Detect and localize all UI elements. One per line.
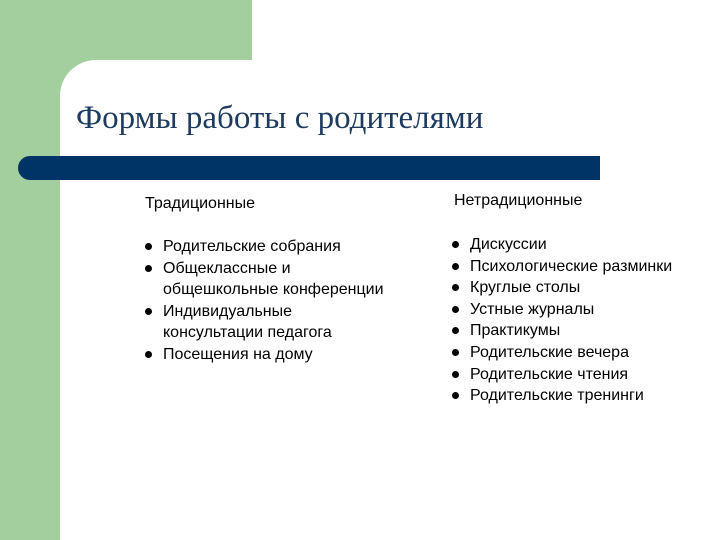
list-item: [145, 301, 385, 344]
bullet-icon: [145, 308, 152, 315]
list-item-text: Посещения на дому: [163, 345, 313, 363]
list-item-text: Практикумы: [470, 322, 561, 340]
bullet-icon: [452, 284, 459, 291]
list-item: [145, 344, 385, 366]
slide-title: Формы работы с родителями: [76, 100, 484, 136]
green-left-strip: [0, 0, 60, 540]
list-item-text: Родительские чтения: [470, 365, 629, 383]
column-heading-nontraditional: Нетрадиционные: [454, 192, 583, 209]
list-item-text: Родительские собрания: [163, 238, 341, 255]
list-item: [452, 277, 682, 299]
list-nontraditional: [452, 234, 682, 407]
bullet-icon: [452, 327, 459, 334]
list-item: [145, 236, 385, 258]
bullet-icon: [145, 351, 152, 358]
list-item: [452, 299, 682, 321]
list-item: [452, 342, 682, 364]
list-item-text: Устные журналы: [470, 300, 595, 318]
bullet-icon: [145, 243, 152, 250]
bullet-icon: [452, 241, 459, 248]
bullet-icon: [145, 265, 152, 272]
bullet-icon: [452, 263, 459, 270]
bullet-icon: [452, 349, 459, 356]
list-item: [452, 234, 682, 256]
list-item-text: Индивидуальные консультации педагога: [163, 302, 332, 342]
title-rule-bar: [18, 156, 600, 180]
list-item: [452, 385, 682, 407]
list-item-text: Родительские тренинги: [470, 387, 644, 405]
list-item: [452, 364, 682, 386]
list-item-text: Общеклассные и общешкольные конференции: [163, 259, 384, 299]
list-item: [452, 256, 682, 278]
list-item-text: Дискуссии: [470, 236, 547, 253]
column-heading-traditional: Традиционные: [145, 195, 256, 212]
bullet-icon: [452, 306, 459, 313]
bullet-icon: [452, 392, 459, 399]
list-traditional: [145, 236, 385, 366]
list-item: [145, 258, 385, 301]
list-item: [452, 320, 682, 342]
bullet-icon: [452, 371, 459, 378]
list-item-text: Родительские вечера: [470, 343, 629, 361]
list-item-text: Круглые столы: [470, 279, 581, 297]
list-item-text: Психологические разминки: [470, 257, 673, 275]
